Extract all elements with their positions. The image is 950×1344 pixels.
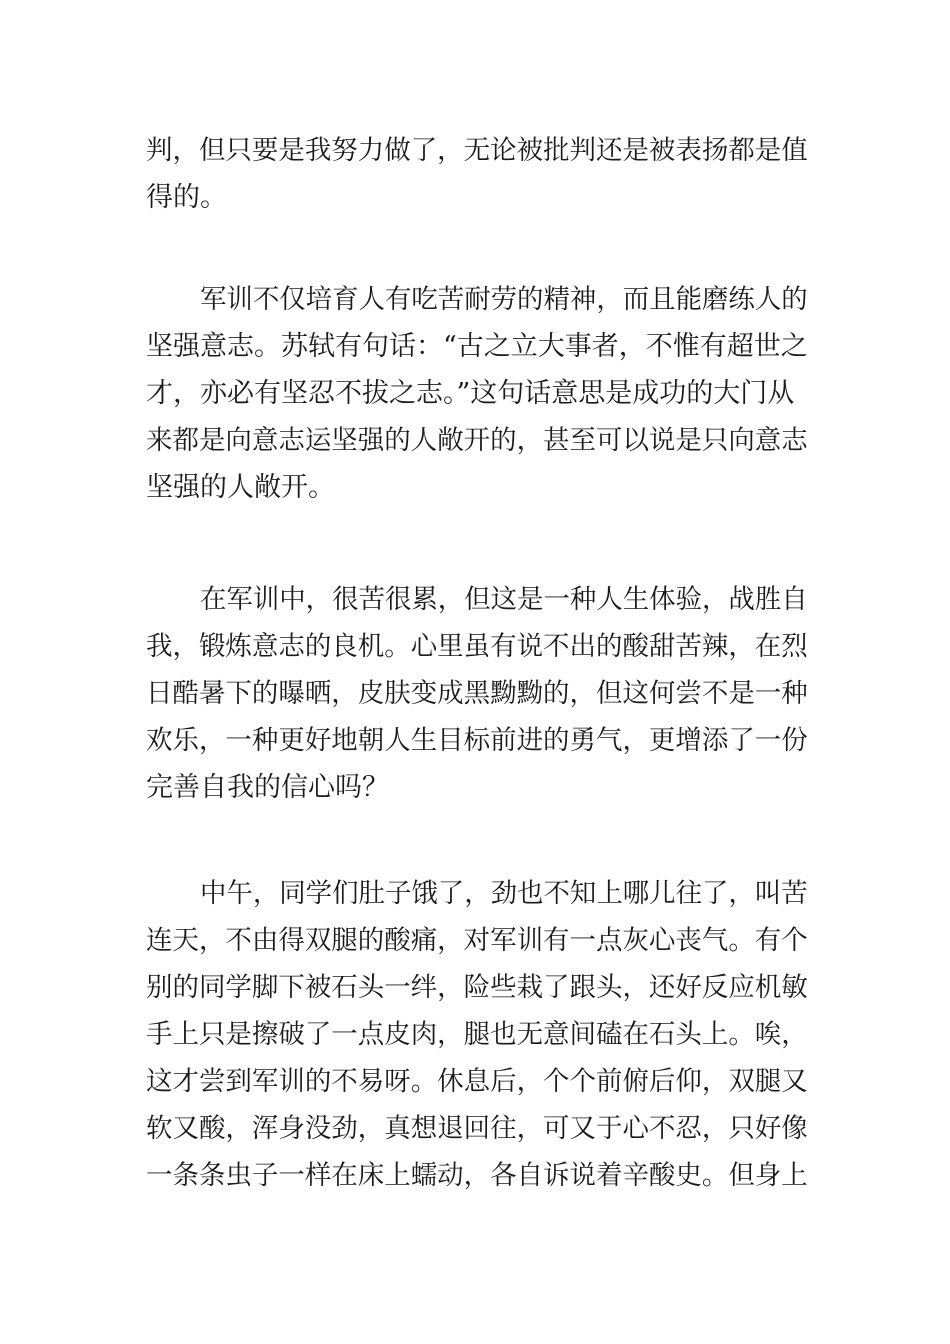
text-line: 完善自我的信心吗？: [146, 772, 389, 803]
text-line: 日酷暑下的曝晒，皮肤变成黑黝黝的，但这何尝不是一种: [146, 678, 808, 709]
text-line: 手上只是擦破了一点皮肉，腿也无意间磕在石头上。唉，: [146, 1019, 808, 1050]
text-line: 在军训中，很苦很累，但这是一种人生体验，战胜自: [200, 584, 808, 615]
text-line: 才，亦必有坚忍不拔之志。”这句话意思是成功的大门从: [146, 378, 795, 409]
paragraph-3: [146, 576, 808, 811]
text-line: 这才尝到军训的不易呀。休息后，个个前俯后仰，双腿又: [146, 1066, 808, 1097]
text-line: 判，但只要是我努力做了，无论被批判还是被表扬都是值: [146, 135, 808, 166]
text-line: 欢乐，一种更好地朝人生目标前进的勇气，更增添了一份: [146, 725, 808, 756]
text-line: 军训不仅培育人有吃苦耐劳的精神，而且能磨练人的: [200, 284, 808, 315]
text-line: 中午，同学们肚子饿了，劲也不知上哪儿往了，叫苦: [200, 878, 808, 909]
text-line: 一条条虫子一样在床上蠕动，各自诉说着辛酸史。但身上: [146, 1160, 808, 1191]
text-line: 坚强意志。苏轼有句话：“古之立大事者，不惟有超世之: [146, 331, 808, 362]
paragraph-1: [146, 127, 808, 221]
paragraph-2: [146, 276, 808, 511]
text-line: 别的同学脚下被石头一绊，险些栽了跟头，还好反应机敏: [146, 972, 808, 1003]
text-line: 软又酸，浑身没劲，真想退回往，可又于心不忍，只好像: [146, 1113, 808, 1144]
text-line: 连天，不由得双腿的酸痛，对军训有一点灰心丧气。有个: [146, 925, 808, 956]
text-line: 来都是向意志运坚强的人敞开的，甚至可以说是只向意志: [146, 425, 808, 456]
text-line: 坚强的人敞开。: [146, 472, 335, 503]
paragraph-4: [146, 870, 808, 1199]
text-line: 我，锻炼意志的良机。心里虽有说不出的酸甜苦辣，在烈: [146, 631, 808, 662]
text-line: 得的。: [146, 182, 227, 213]
